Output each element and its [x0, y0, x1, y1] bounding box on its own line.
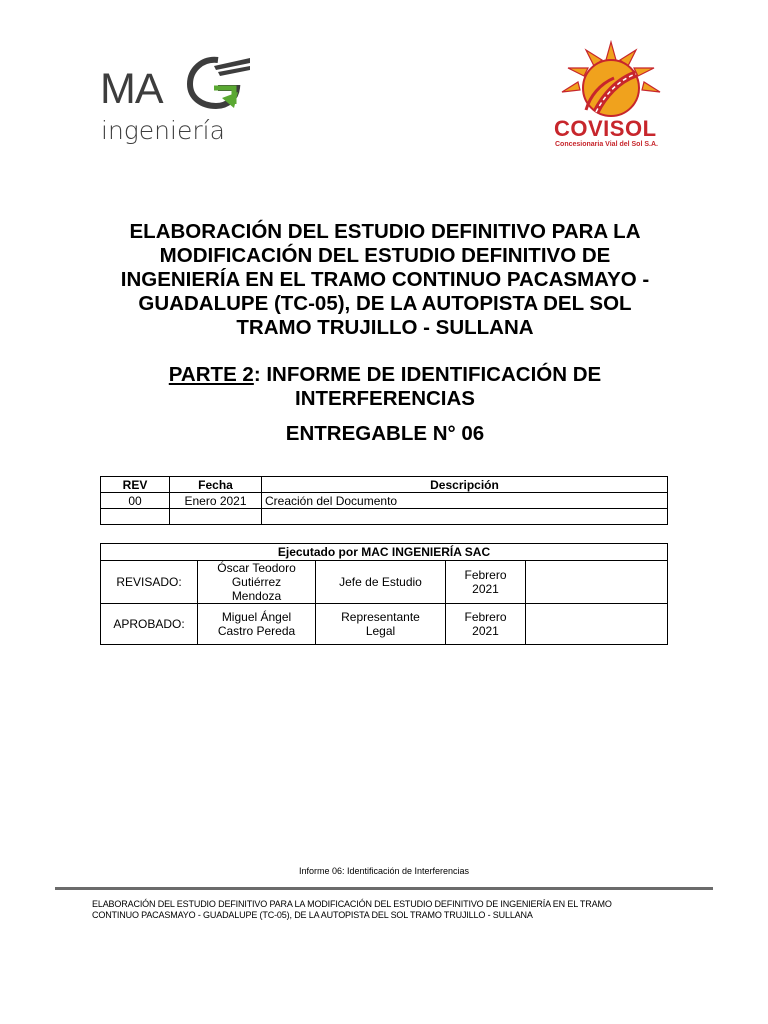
date-line: Febrero [464, 610, 507, 624]
name-cell [198, 604, 316, 645]
mac-logo-subtitle: ingeniería [101, 116, 225, 145]
covisol-logo [548, 40, 678, 152]
description-cell: Creación del Documento [262, 493, 668, 509]
signature-cell [526, 561, 668, 604]
footer-project-text [92, 899, 692, 921]
description-header: Descripción [262, 477, 668, 493]
date-header: Fecha [170, 477, 262, 493]
deliverable-number: ENTREGABLE N° 06 [285, 422, 485, 445]
title-line: MODIFICACIÓN DEL ESTUDIO DEFINITIVO DE [159, 244, 611, 267]
table-row [101, 561, 668, 604]
date-cell [170, 509, 262, 525]
position-line: Representante [341, 610, 420, 624]
position-cell [316, 604, 446, 645]
execution-table [100, 543, 668, 645]
role-cell: REVISADO: [101, 561, 198, 604]
date-line: 2021 [472, 582, 499, 596]
rev-cell [101, 509, 170, 525]
covisol-logo-subtitle: Concesionaria Vial del Sol S.A. [555, 141, 658, 148]
rev-header: REV [101, 477, 170, 493]
footer-line: CONTINUO PACASMAYO - GUADALUPE (TC-05), DE LA AUTOPISTA DEL SOL TRAMO TRUJILLO - SULLANA [92, 910, 533, 920]
name-cell [198, 561, 316, 604]
footer-line: ELABORACIÓN DEL ESTUDIO DEFINITIVO PARA LA MODIFICACIÓN DEL ESTUDIO DEFINITIVO DE INGENIERÍA EN EL TRAMO [92, 899, 612, 909]
name-line: Miguel Ángel [221, 610, 292, 624]
date-line: Febrero [464, 568, 507, 582]
role-cell: APROBADO: [101, 604, 198, 645]
name-line: Gutiérrez [231, 575, 282, 589]
covisol-sun-icon [556, 40, 666, 118]
position-line: Legal [365, 624, 396, 638]
covisol-logo-word: COVISOL [554, 116, 657, 141]
date-cell [446, 561, 526, 604]
subtitle-part-label: PARTE 2 [168, 363, 254, 386]
table-row [101, 604, 668, 645]
name-line: Mendoza [231, 589, 282, 603]
report-footer-label: Informe 06: Identificación de Interferencias [298, 866, 470, 876]
description-cell [262, 509, 668, 525]
name-line: Castro Pereda [217, 624, 296, 638]
date-line: 2021 [472, 624, 499, 638]
subtitle-text: : INFORME DE IDENTIFICACIÓN DE [253, 363, 602, 386]
signature-cell [526, 604, 668, 645]
position-cell [316, 561, 446, 604]
mac-ingenieria-logo [100, 52, 250, 152]
execution-table-header [101, 544, 668, 561]
title-line: ELABORACIÓN DEL ESTUDIO DEFINITIVO PARA LA [129, 220, 641, 243]
date-cell [446, 604, 526, 645]
title-line: INGENIERÍA EN EL TRAMO CONTINUO PACASMAYO - [120, 268, 650, 291]
revision-table [100, 476, 668, 525]
execution-header: Ejecutado por MAC INGENIERÍA SAC [101, 544, 668, 561]
rev-cell: 00 [101, 493, 170, 509]
date-cell: Enero 2021 [170, 493, 262, 509]
subtitle-line-2: INTERFERENCIAS [295, 387, 475, 410]
mac-logo-word: MA [100, 65, 163, 113]
revision-table-header [101, 477, 668, 493]
table-row [101, 493, 668, 509]
footer-divider [55, 887, 713, 890]
mac-logo-g-icon [184, 52, 254, 110]
position-line: Jefe de Estudio [339, 575, 422, 589]
name-line: Óscar Teodoro [217, 561, 296, 575]
document-subtitle [90, 363, 680, 411]
title-line: TRAMO TRUJILLO - SULLANA [236, 316, 534, 339]
title-line: GUADALUPE (TC-05), DE LA AUTOPISTA DEL SOL [138, 292, 632, 315]
table-row [101, 509, 668, 525]
document-title [90, 220, 680, 340]
